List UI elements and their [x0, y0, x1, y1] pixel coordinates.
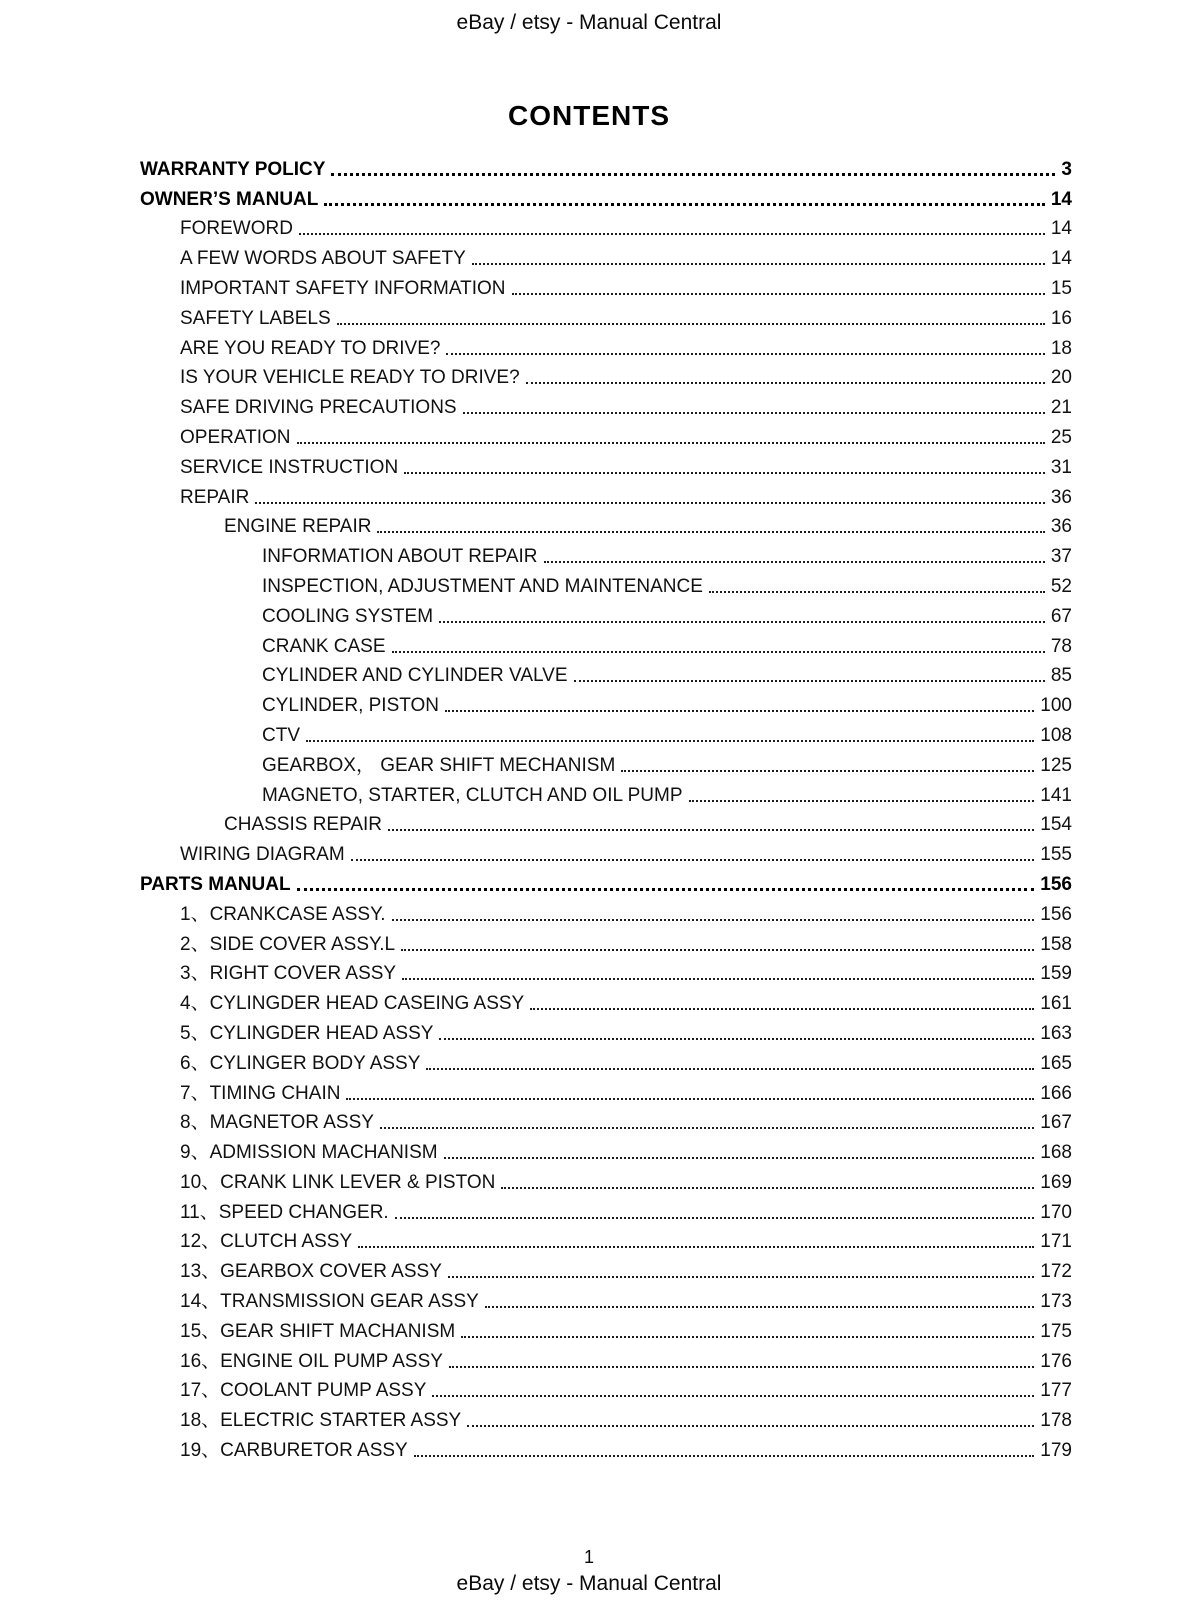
toc-entry-label: 10、CRANK LINK LEVER & PISTON — [180, 1171, 496, 1193]
toc-dot-leader — [574, 680, 1045, 682]
toc-entry — [140, 240, 1072, 270]
toc-dot-leader — [526, 382, 1045, 384]
toc-entry-label: 7、TIMING CHAIN — [180, 1082, 341, 1104]
toc-entry-label: 15、GEAR SHIFT MACHANISM — [180, 1320, 456, 1342]
toc-entry-page: 52 — [1050, 575, 1072, 597]
toc-entry-page: 31 — [1050, 456, 1072, 478]
toc-entry-label: A FEW WORDS ABOUT SAFETY — [180, 248, 466, 270]
toc-dot-leader — [689, 800, 1035, 802]
toc-entry-label: SERVICE INSTRUCTION — [180, 456, 399, 478]
toc-dot-leader — [331, 173, 1055, 176]
toc-entry-page: 3 — [1061, 158, 1072, 180]
toc-entry-page: 169 — [1040, 1171, 1072, 1193]
toc-entry — [140, 687, 1072, 717]
toc-dot-leader — [449, 1366, 1034, 1368]
toc-dot-leader — [404, 472, 1045, 474]
toc-entry-page: 37 — [1050, 546, 1072, 568]
toc-entry — [140, 300, 1072, 330]
toc-entry-label: COOLING SYSTEM — [262, 605, 434, 627]
toc-entry-page: 36 — [1050, 486, 1072, 508]
toc-entry-page: 156 — [1040, 873, 1072, 895]
toc-entry-page: 167 — [1040, 1112, 1072, 1134]
toc-entry-label: MAGNETO, STARTER, CLUTCH AND OIL PUMP — [262, 784, 683, 806]
toc-entry — [140, 985, 1072, 1015]
toc-entry-page: 166 — [1040, 1082, 1072, 1104]
toc-entry — [140, 866, 1072, 896]
toc-entry — [140, 1313, 1072, 1343]
toc-dot-leader — [414, 1455, 1035, 1457]
toc-entry-label: ENGINE REPAIR — [224, 516, 372, 538]
toc-entry — [140, 1164, 1072, 1194]
toc-entry — [140, 360, 1072, 390]
toc-dot-leader — [401, 949, 1034, 951]
toc-entry-page: 155 — [1040, 844, 1072, 866]
footer-page-number: 1 — [583, 1547, 594, 1567]
toc-entry — [140, 389, 1072, 419]
page-title: CONTENTS — [508, 100, 670, 131]
toc-entry-label: 3、RIGHT COVER ASSY — [180, 963, 397, 985]
toc-entry-label: 11、SPEED CHANGER. — [180, 1201, 389, 1223]
document-footer: eBay / etsy - Manual Central — [456, 1572, 722, 1595]
toc-entry — [140, 330, 1072, 360]
toc-dot-leader — [461, 1336, 1034, 1338]
toc-entry — [140, 1432, 1072, 1462]
toc-entry-label: IS YOUR VEHICLE READY TO DRIVE? — [180, 367, 520, 389]
toc-entry — [140, 1075, 1072, 1105]
toc-entry-page: 156 — [1040, 903, 1072, 925]
toc-entry-label: CYLINDER AND CYLINDER VALVE — [262, 665, 568, 687]
toc-entry-page: 163 — [1040, 1022, 1072, 1044]
toc-dot-leader — [324, 203, 1044, 206]
toc-entry-page: 67 — [1050, 605, 1072, 627]
toc-dot-leader — [299, 233, 1045, 235]
toc-entry-label: INFORMATION ABOUT REPAIR — [262, 546, 538, 568]
toc-entry — [140, 717, 1072, 747]
toc-entry — [140, 598, 1072, 628]
toc-dot-leader — [709, 591, 1045, 593]
toc-entry — [140, 270, 1072, 300]
toc-entry — [140, 807, 1072, 837]
toc-entry — [140, 419, 1072, 449]
toc-dot-leader — [346, 1098, 1034, 1100]
toc-entry-label: 9、ADMISSION MACHANISM — [180, 1142, 438, 1164]
toc-entry-page: 158 — [1040, 933, 1072, 955]
toc-entry-page: 172 — [1040, 1261, 1072, 1283]
toc-dot-leader — [388, 829, 1034, 831]
toc-entry-page: 20 — [1050, 367, 1072, 389]
toc-entry — [140, 1224, 1072, 1254]
document-header: eBay / etsy - Manual Central — [456, 11, 722, 34]
toc-entry-label: 12、CLUTCH ASSY — [180, 1231, 353, 1253]
toc-entry-label: GEARBOX， GEAR SHIFT MECHANISM — [262, 754, 616, 776]
toc-entry-page: 25 — [1050, 426, 1072, 448]
toc-entry-label: WIRING DIAGRAM — [180, 844, 345, 866]
toc-dot-leader — [439, 1038, 1034, 1040]
toc-entry-page: 78 — [1050, 635, 1072, 657]
toc-dot-leader — [445, 710, 1034, 712]
toc-entry — [140, 926, 1072, 956]
toc-entry — [140, 479, 1072, 509]
toc-dot-leader — [351, 859, 1035, 861]
toc-entry-page: 165 — [1040, 1052, 1072, 1074]
toc-entry-label: 1、CRANKCASE ASSY. — [180, 903, 386, 925]
toc-entry — [140, 181, 1072, 211]
toc-dot-leader — [512, 293, 1045, 295]
toc-entry-label: CRANK CASE — [262, 635, 386, 657]
toc-entry-label: 19、CARBURETOR ASSY — [180, 1440, 408, 1462]
toc-entry — [140, 449, 1072, 479]
toc-entry-page: 125 — [1040, 754, 1072, 776]
toc-entry — [140, 1105, 1072, 1135]
toc-entry-label: 8、MAGNETOR ASSY — [180, 1112, 374, 1134]
toc-entry-page: 177 — [1040, 1380, 1072, 1402]
toc-entry — [140, 1402, 1072, 1432]
toc-dot-leader — [463, 412, 1045, 414]
toc-entry-label: 6、CYLINGER BODY ASSY — [180, 1052, 421, 1074]
toc-entry-page: 21 — [1050, 397, 1072, 419]
toc-dot-leader — [467, 1425, 1034, 1427]
toc-entry-label: 14、TRANSMISSION GEAR ASSY — [180, 1291, 479, 1313]
toc-entry-page: 171 — [1040, 1231, 1072, 1253]
toc-entry-label: 18、ELECTRIC STARTER ASSY — [180, 1410, 462, 1432]
toc-entry — [140, 1045, 1072, 1075]
toc-entry-label: FOREWORD — [180, 218, 293, 240]
toc-entry-label: 17、COOLANT PUMP ASSY — [180, 1380, 427, 1402]
toc-dot-leader — [395, 1217, 1035, 1219]
toc-dot-leader — [380, 1127, 1034, 1129]
toc-entry-page: 159 — [1040, 963, 1072, 985]
toc-list — [140, 151, 1072, 1462]
toc-entry-label: 16、ENGINE OIL PUMP ASSY — [180, 1350, 443, 1372]
toc-entry-label: 2、SIDE COVER ASSY.L — [180, 933, 396, 955]
toc-dot-leader — [501, 1187, 1034, 1189]
toc-entry-label: 4、CYLINGDER HEAD CASEING ASSY — [180, 993, 525, 1015]
toc-entry — [140, 509, 1072, 539]
toc-dot-leader — [472, 263, 1045, 265]
toc-dot-leader — [297, 888, 1035, 891]
toc-entry — [140, 956, 1072, 986]
toc-entry-page: 141 — [1040, 784, 1072, 806]
toc-entry-label: REPAIR — [180, 486, 250, 508]
toc-entry — [140, 568, 1072, 598]
toc-dot-leader — [544, 561, 1045, 563]
toc-entry — [140, 538, 1072, 568]
toc-dot-leader — [392, 919, 1035, 921]
toc-entry-page: 18 — [1050, 337, 1072, 359]
toc-dot-leader — [439, 621, 1045, 623]
toc-entry-label: ARE YOU READY TO DRIVE? — [180, 337, 441, 359]
toc-entry — [140, 896, 1072, 926]
toc-entry-label: 13、GEARBOX COVER ASSY — [180, 1261, 442, 1283]
toc-entry-page: 16 — [1050, 307, 1072, 329]
toc-entry-page: 170 — [1040, 1201, 1072, 1223]
toc-entry-page: 176 — [1040, 1350, 1072, 1372]
toc-entry-page: 168 — [1040, 1142, 1072, 1164]
toc-entry-label: 5、CYLINGDER HEAD ASSY — [180, 1022, 434, 1044]
toc-dot-leader — [392, 651, 1045, 653]
toc-entry — [140, 658, 1072, 688]
toc-entry-page: 85 — [1050, 665, 1072, 687]
toc-entry-page: 154 — [1040, 814, 1072, 836]
toc-entry-page: 161 — [1040, 993, 1072, 1015]
toc-dot-leader — [485, 1306, 1034, 1308]
toc-dot-leader — [448, 1276, 1034, 1278]
toc-entry — [140, 1015, 1072, 1045]
toc-entry-page: 15 — [1050, 277, 1072, 299]
toc-entry-label: CYLINDER, PISTON — [262, 695, 440, 717]
toc-entry-label: IMPORTANT SAFETY INFORMATION — [180, 277, 506, 299]
toc-dot-leader — [402, 978, 1034, 980]
toc-entry — [140, 1194, 1072, 1224]
toc-entry — [140, 211, 1072, 241]
toc-dot-leader — [337, 323, 1045, 325]
toc-entry — [140, 747, 1072, 777]
toc-entry — [140, 1253, 1072, 1283]
toc-entry — [140, 1283, 1072, 1313]
toc-dot-leader — [358, 1246, 1034, 1248]
toc-entry-page: 173 — [1040, 1291, 1072, 1313]
toc-dot-leader — [426, 1068, 1034, 1070]
toc-entry — [140, 151, 1072, 181]
toc-entry-page: 36 — [1050, 516, 1072, 538]
toc-dot-leader — [297, 442, 1045, 444]
toc-entry — [140, 1373, 1072, 1403]
toc-entry-page: 14 — [1050, 188, 1072, 210]
toc-entry-page: 178 — [1040, 1410, 1072, 1432]
toc-dot-leader — [530, 1008, 1034, 1010]
toc-entry-page: 108 — [1040, 724, 1072, 746]
toc-entry-label: OWNER’S MANUAL — [140, 188, 319, 210]
toc-entry-label: SAFE DRIVING PRECAUTIONS — [180, 397, 457, 419]
toc-entry — [140, 777, 1072, 807]
toc-entry — [140, 628, 1072, 658]
toc-dot-leader — [377, 531, 1044, 533]
toc-dot-leader — [306, 740, 1034, 742]
toc-dot-leader — [432, 1395, 1034, 1397]
toc-dot-leader — [444, 1157, 1035, 1159]
toc-entry-label: SAFETY LABELS — [180, 307, 331, 329]
toc-dot-leader — [446, 353, 1044, 355]
toc-entry-label: INSPECTION, ADJUSTMENT AND MAINTENANCE — [262, 575, 703, 597]
toc-entry-label: PARTS MANUAL — [140, 873, 291, 895]
toc-dot-leader — [621, 770, 1034, 772]
toc-entry-page: 100 — [1040, 695, 1072, 717]
toc-entry-page: 175 — [1040, 1320, 1072, 1342]
toc-entry-label: OPERATION — [180, 426, 291, 448]
toc-dot-leader — [255, 502, 1045, 504]
toc-entry-label: CHASSIS REPAIR — [224, 814, 383, 836]
toc-entry-label: WARRANTY POLICY — [140, 158, 326, 180]
toc-entry — [140, 836, 1072, 866]
toc-entry-page: 179 — [1040, 1440, 1072, 1462]
toc-entry-page: 14 — [1050, 218, 1072, 240]
toc-entry-label: CTV — [262, 724, 300, 746]
toc-entry-page: 14 — [1050, 248, 1072, 270]
toc-entry — [140, 1343, 1072, 1373]
toc-entry — [140, 1134, 1072, 1164]
